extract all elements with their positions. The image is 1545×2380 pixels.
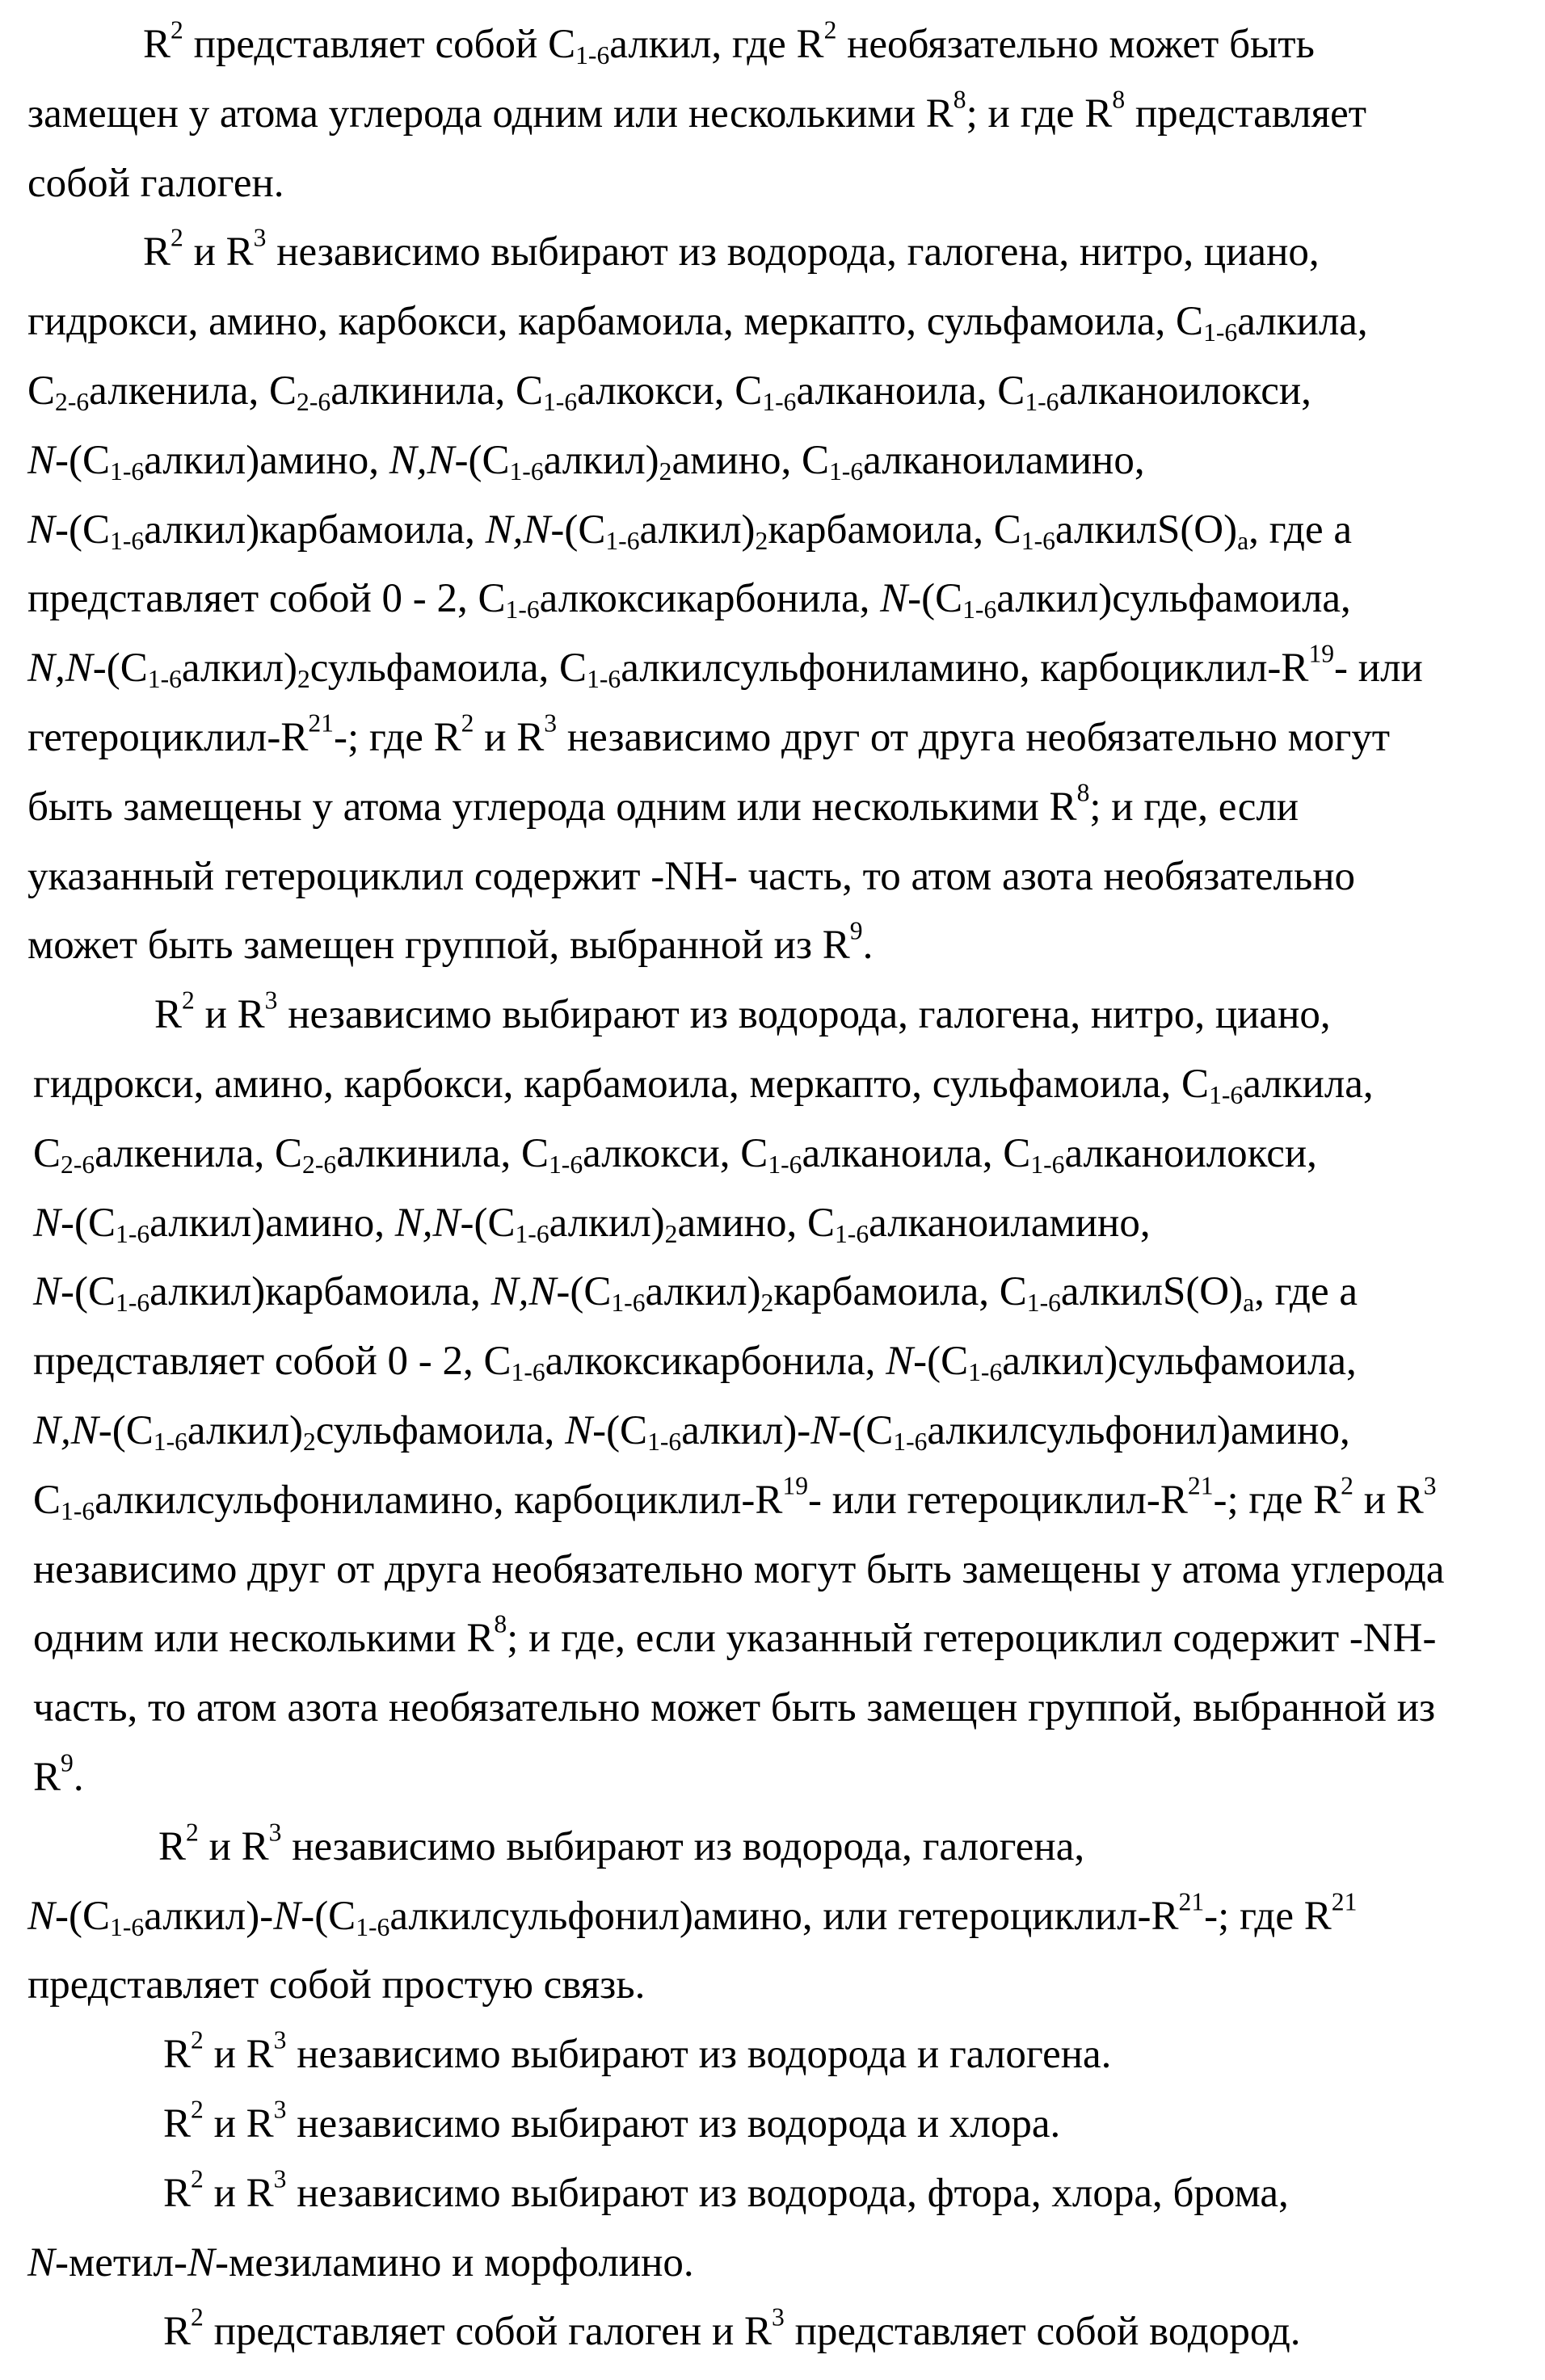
text-line <box>33 1674 1530 1743</box>
text-line <box>27 11 1530 80</box>
text-run: -(C <box>455 438 510 483</box>
subscript: 1-6 <box>768 1150 802 1179</box>
text-run: -(C <box>913 1339 968 1384</box>
text-run: независимо выбирают из водорода, галогена, нитро, циано, <box>266 229 1319 275</box>
text-line <box>33 1120 1530 1189</box>
superscript: 3 <box>544 709 557 737</box>
superscript: 9 <box>61 1748 74 1777</box>
text-run: алкил)- <box>681 1408 810 1453</box>
text-run: независимо выбирают из водорода, галогена, нитро, циано, <box>277 992 1330 1037</box>
text-run: и R <box>1353 1478 1424 1523</box>
text-run: независимо выбирают из водорода, фтора, хлора, брома, <box>286 2171 1288 2216</box>
text-run: C <box>33 1478 61 1523</box>
subscript: 1-6 <box>509 457 543 486</box>
superscript: 2 <box>1341 1471 1353 1499</box>
subscript: 2-6 <box>297 388 330 416</box>
text-run: алкил)карбамоила, <box>144 507 485 553</box>
superscript: 21 <box>1188 1471 1214 1499</box>
text-run: замещен у атома углерода одним или несколькими R <box>27 91 954 137</box>
text-run: алкилсульфонил)амино, <box>927 1408 1349 1453</box>
paragraph <box>27 1813 1530 2020</box>
text-run: -(C <box>93 645 148 691</box>
subscript: 1-6 <box>605 526 639 554</box>
subscript: 1-6 <box>1203 318 1237 347</box>
text-run: алкилсульфонил)амино, или гетероциклил-R <box>389 1894 1178 1939</box>
superscript: 2 <box>170 224 183 252</box>
superscript: 19 <box>782 1471 808 1499</box>
subscript: 2 <box>297 665 310 693</box>
superscript: 8 <box>494 1610 507 1638</box>
text-run: -(C <box>461 1201 516 1246</box>
text-line <box>33 1743 1530 1813</box>
subscript: 1-6 <box>611 1289 645 1317</box>
text-run: алкил) <box>544 438 659 483</box>
text-run: независимо друг от друга необязательно могут <box>557 715 1390 760</box>
text-run: , где а <box>1248 507 1352 553</box>
text-run: -(C <box>556 1269 611 1314</box>
italic-text: N <box>880 576 907 621</box>
text-run: представляет собой водород. <box>785 2309 1301 2354</box>
italic-text: N,N <box>27 645 93 691</box>
superscript: 2 <box>191 2095 204 2123</box>
text-run: алканоиламино, <box>863 438 1144 483</box>
subscript: 1-6 <box>647 1428 681 1456</box>
text-line <box>27 1951 1530 2020</box>
text-run: алкил) <box>640 507 756 553</box>
text-run: алкил)сульфамоила, <box>1002 1339 1357 1384</box>
text-run: алкоксикарбонила, <box>540 576 880 621</box>
subscript: 1-6 <box>148 665 182 693</box>
superscript: 9 <box>850 917 863 945</box>
subscript: 1-6 <box>110 526 144 554</box>
text-run: и R <box>199 1824 269 1869</box>
text-run: часть, то атом азота необязательно может быть замещен группой, выбранной из <box>33 1685 1435 1730</box>
text-run: R <box>163 2032 191 2077</box>
subscript: 1-6 <box>893 1428 927 1456</box>
italic-text: N <box>27 438 55 483</box>
text-line <box>27 843 1530 912</box>
subscript: 1-6 <box>506 595 540 624</box>
text-run: алкил)- <box>144 1894 273 1939</box>
text-run: алкокси, C <box>583 1131 768 1176</box>
text-run: независимо выбирают из водорода и галогена. <box>286 2032 1111 2077</box>
text-run: алкенила, C <box>89 368 297 414</box>
superscript: 21 <box>1179 1887 1205 1915</box>
text-run: -(C <box>55 1894 110 1939</box>
text-run: и R <box>474 715 544 760</box>
text-run: алкил) <box>182 645 297 691</box>
text-run: алкил) <box>187 1408 303 1453</box>
text-run: алкил) <box>646 1269 761 1314</box>
subscript: 1-6 <box>587 665 621 693</box>
superscript: 2 <box>191 2303 204 2332</box>
text-run: алкилсульфониламино, карбоциклил-R <box>95 1478 782 1523</box>
text-run: и R <box>183 229 254 275</box>
text-run: независимо выбирают из водорода, галогена, <box>281 1824 1084 1869</box>
text-run: может быть замещен группой, выбранной из R <box>27 923 850 968</box>
text-line <box>27 427 1530 496</box>
text-run: амино, C <box>677 1201 835 1246</box>
subscript: 1-6 <box>543 388 577 416</box>
superscript: 2 <box>186 1818 199 1846</box>
text-run: алкила, <box>1243 1062 1373 1107</box>
subscript: 1-6 <box>515 1219 549 1247</box>
superscript: 2 <box>824 15 837 44</box>
text-run: -; где R <box>1204 1894 1332 1939</box>
superscript: 2 <box>182 986 195 1014</box>
text-run: собой галоген. <box>27 161 284 206</box>
text-line <box>33 1258 1530 1327</box>
subscript: 2 <box>303 1428 316 1456</box>
text-run: алкила, <box>1237 299 1367 344</box>
italic-text: N,N <box>491 1269 557 1314</box>
text-run: представляет собой галоген и R <box>204 2309 772 2354</box>
subscript: 1-6 <box>1209 1081 1243 1109</box>
text-run: алкил) <box>549 1201 665 1246</box>
text-line <box>27 1882 1530 1952</box>
subscript: 1-6 <box>1030 1150 1064 1179</box>
subscript: 1-6 <box>575 41 609 69</box>
text-run: алканоилокси, <box>1064 1131 1316 1176</box>
text-line <box>27 565 1530 634</box>
text-run: -(C <box>592 1408 647 1453</box>
superscript: 2 <box>170 15 183 44</box>
text-line <box>27 496 1530 566</box>
text-run: -(C <box>61 1201 116 1246</box>
text-run: представляет собой 0 - 2, C <box>27 576 506 621</box>
subscript: 2 <box>761 1289 774 1317</box>
subscript: 1-6 <box>968 1358 1002 1386</box>
text-run: независимо друг от друга необязательно могут быть замещены у атома углерода <box>33 1547 1444 1592</box>
italic-text: N,N <box>389 438 455 483</box>
italic-text: N <box>33 1201 61 1246</box>
text-run: алкил)сульфамоила, <box>996 576 1351 621</box>
subscript: 2 <box>756 526 768 554</box>
text-run: гидрокси, амино, карбокси, карбамоила, меркапто, сульфамоила, C <box>27 299 1203 344</box>
superscript: 2 <box>461 709 474 737</box>
text-run: - или <box>1334 645 1423 691</box>
subscript: 1-6 <box>61 1497 95 1525</box>
text-line <box>27 80 1530 149</box>
text-run: ; и где, если <box>1089 784 1299 830</box>
text-run: необязательно может быть <box>836 22 1314 67</box>
text-run: -(C <box>907 576 962 621</box>
text-run: алкил)амино, <box>144 438 389 483</box>
text-run: R <box>163 2171 191 2216</box>
subscript: a <box>1243 1289 1254 1317</box>
italic-text: N <box>27 507 55 553</box>
text-run: представляет собой простую связь. <box>27 1962 645 2008</box>
italic-text: N,N <box>395 1201 461 1246</box>
subscript: 1-6 <box>154 1428 187 1456</box>
text-run: алкинила, C <box>336 1131 549 1176</box>
text-line <box>27 911 1530 981</box>
text-line <box>27 773 1530 843</box>
paragraph <box>33 981 1530 1813</box>
subscript: 2 <box>665 1219 678 1247</box>
text-run: - или гетероциклил-R <box>808 1478 1188 1523</box>
superscript: 8 <box>954 85 966 113</box>
subscript: 1-6 <box>110 1912 144 1941</box>
superscript: 3 <box>274 2025 287 2054</box>
italic-text: N,N <box>33 1408 99 1453</box>
paragraph <box>27 11 1530 218</box>
text-run: гетероциклил-R <box>27 715 308 760</box>
text-run: и R <box>204 2171 274 2216</box>
italic-text: N <box>810 1408 838 1453</box>
text-run: -(C <box>55 438 110 483</box>
text-run: ; и где, если указанный гетероциклил содержит -NH- <box>507 1616 1436 1661</box>
text-line <box>27 1813 1530 1882</box>
paragraph <box>27 2020 1530 2090</box>
text-run: C <box>27 368 55 414</box>
superscript: 2 <box>191 2025 204 2054</box>
subscript: 1-6 <box>511 1358 545 1386</box>
text-run: R <box>163 2101 191 2147</box>
text-run: сульфамоила, C <box>310 645 587 691</box>
paragraph <box>27 2090 1530 2159</box>
text-run: алкилS(O) <box>1061 1269 1243 1314</box>
subscript: 1-6 <box>829 457 863 486</box>
text-run: -; где R <box>1214 1478 1341 1523</box>
paragraph <box>27 2298 1530 2367</box>
subscript: 1-6 <box>835 1219 869 1247</box>
subscript: 1-6 <box>1027 1289 1061 1317</box>
text-run: алкенила, C <box>95 1131 302 1176</box>
text-line <box>27 2159 1530 2229</box>
text-line <box>33 1466 1530 1536</box>
subscript: 1-6 <box>356 1912 389 1941</box>
text-run: -(C <box>301 1894 356 1939</box>
text-run: и R <box>195 992 265 1037</box>
text-run: -(C <box>550 507 605 553</box>
text-run: R <box>163 2309 191 2354</box>
text-run: -(C <box>55 507 110 553</box>
text-run: -; где R <box>334 715 461 760</box>
text-run: R <box>158 1824 186 1869</box>
text-line <box>27 2020 1530 2090</box>
text-line <box>33 1050 1530 1120</box>
text-run: алканоила, C <box>802 1131 1030 1176</box>
text-run: , где а <box>1254 1269 1358 1314</box>
text-line <box>27 218 1530 288</box>
paragraph <box>27 2159 1530 2298</box>
text-run: R <box>143 22 170 67</box>
superscript: 8 <box>1112 85 1125 113</box>
text-line <box>27 2090 1530 2159</box>
text-run: одним или несколькими R <box>33 1616 494 1661</box>
superscript: 3 <box>254 224 267 252</box>
text-run: представляет собой 0 - 2, C <box>33 1339 511 1384</box>
superscript: 2 <box>191 2164 204 2193</box>
text-run: гидрокси, амино, карбокси, карбамоила, меркапто, сульфамоила, C <box>33 1062 1209 1107</box>
text-line <box>33 1536 1530 1605</box>
text-run: алканоилокси, <box>1059 368 1311 414</box>
subscript: 2-6 <box>302 1150 336 1179</box>
text-run: карбамоила, C <box>768 507 1021 553</box>
text-run: алкилS(O) <box>1055 507 1237 553</box>
text-line <box>27 2229 1530 2298</box>
text-run: R <box>154 992 182 1037</box>
text-line <box>27 634 1530 704</box>
text-run: -(C <box>838 1408 893 1453</box>
text-run: и R <box>204 2032 274 2077</box>
superscript: 19 <box>1308 639 1334 667</box>
text-line <box>33 1189 1530 1259</box>
text-line <box>27 149 1530 219</box>
text-run: представляет собой C <box>183 22 575 67</box>
superscript: 3 <box>772 2303 785 2332</box>
subscript: 1-6 <box>110 457 144 486</box>
text-run: -метил- <box>55 2240 187 2285</box>
italic-text: N <box>187 2240 215 2285</box>
text-run: алкинила, C <box>330 368 543 414</box>
text-line <box>33 981 1530 1050</box>
subscript: a <box>1237 526 1248 554</box>
superscript: 3 <box>274 2095 287 2123</box>
text-run: алкоксикарбонила, <box>545 1339 886 1384</box>
text-run: алкил)амино, <box>149 1201 395 1246</box>
text-run: и R <box>204 2101 274 2147</box>
subscript: 2-6 <box>61 1150 95 1179</box>
italic-text: N <box>27 1894 55 1939</box>
italic-text: N <box>565 1408 592 1453</box>
subscript: 2 <box>659 457 672 486</box>
text-run: -мезиламино и морфолино. <box>215 2240 694 2285</box>
text-line <box>33 1397 1530 1466</box>
italic-text: N <box>33 1269 61 1314</box>
superscript: 3 <box>269 1818 282 1846</box>
text-line <box>27 357 1530 427</box>
text-run: указанный гетероциклил содержит -NH- часть, то атом азота необязательно <box>27 854 1355 899</box>
superscript: 3 <box>274 2164 287 2193</box>
superscript: 3 <box>1424 1471 1437 1499</box>
subscript: 1-6 <box>762 388 796 416</box>
text-line <box>27 2298 1530 2367</box>
italic-text: N,N <box>486 507 551 553</box>
text-run: независимо выбирают из водорода и хлора. <box>286 2101 1060 2147</box>
subscript: 1-6 <box>962 595 996 624</box>
superscript: 8 <box>1077 778 1090 806</box>
subscript: 1-6 <box>549 1150 583 1179</box>
italic-text: N <box>273 1894 301 1939</box>
text-run: ; и где R <box>966 91 1113 137</box>
text-run: R <box>143 229 170 275</box>
text-run: быть замещены у атома углерода одним или несколькими R <box>27 784 1077 830</box>
text-run: сульфамоила, <box>316 1408 565 1453</box>
superscript: 21 <box>1332 1887 1358 1915</box>
text-run: R <box>33 1755 61 1800</box>
superscript: 3 <box>265 986 278 1014</box>
text-line <box>33 1327 1530 1397</box>
text-line <box>27 288 1530 357</box>
text-run: карбамоила, C <box>773 1269 1026 1314</box>
text-run: -(C <box>99 1408 154 1453</box>
text-line <box>27 704 1530 773</box>
paragraph <box>27 218 1530 981</box>
text-run: . <box>863 923 874 968</box>
text-run: амино, C <box>671 438 829 483</box>
text-run: алкилсульфониламино, карбоциклил-R <box>621 645 1308 691</box>
subscript: 1-6 <box>1021 526 1055 554</box>
italic-text: N <box>886 1339 913 1384</box>
subscript: 1-6 <box>116 1289 149 1317</box>
subscript: 2-6 <box>55 388 89 416</box>
text-run: алканоила, C <box>796 368 1025 414</box>
text-run: алкил, где R <box>609 22 823 67</box>
text-run: представляет <box>1125 91 1366 137</box>
subscript: 1-6 <box>116 1219 149 1247</box>
text-run: . <box>74 1755 84 1800</box>
text-run: алкил)карбамоила, <box>149 1269 490 1314</box>
text-line <box>33 1604 1530 1674</box>
text-run: алкокси, C <box>577 368 762 414</box>
italic-text: N <box>27 2240 55 2285</box>
superscript: 21 <box>308 709 334 737</box>
text-run: алканоиламино, <box>869 1201 1150 1246</box>
document-page <box>27 11 1530 2367</box>
text-run: -(C <box>61 1269 116 1314</box>
text-run: C <box>33 1131 61 1176</box>
subscript: 1-6 <box>1025 388 1059 416</box>
